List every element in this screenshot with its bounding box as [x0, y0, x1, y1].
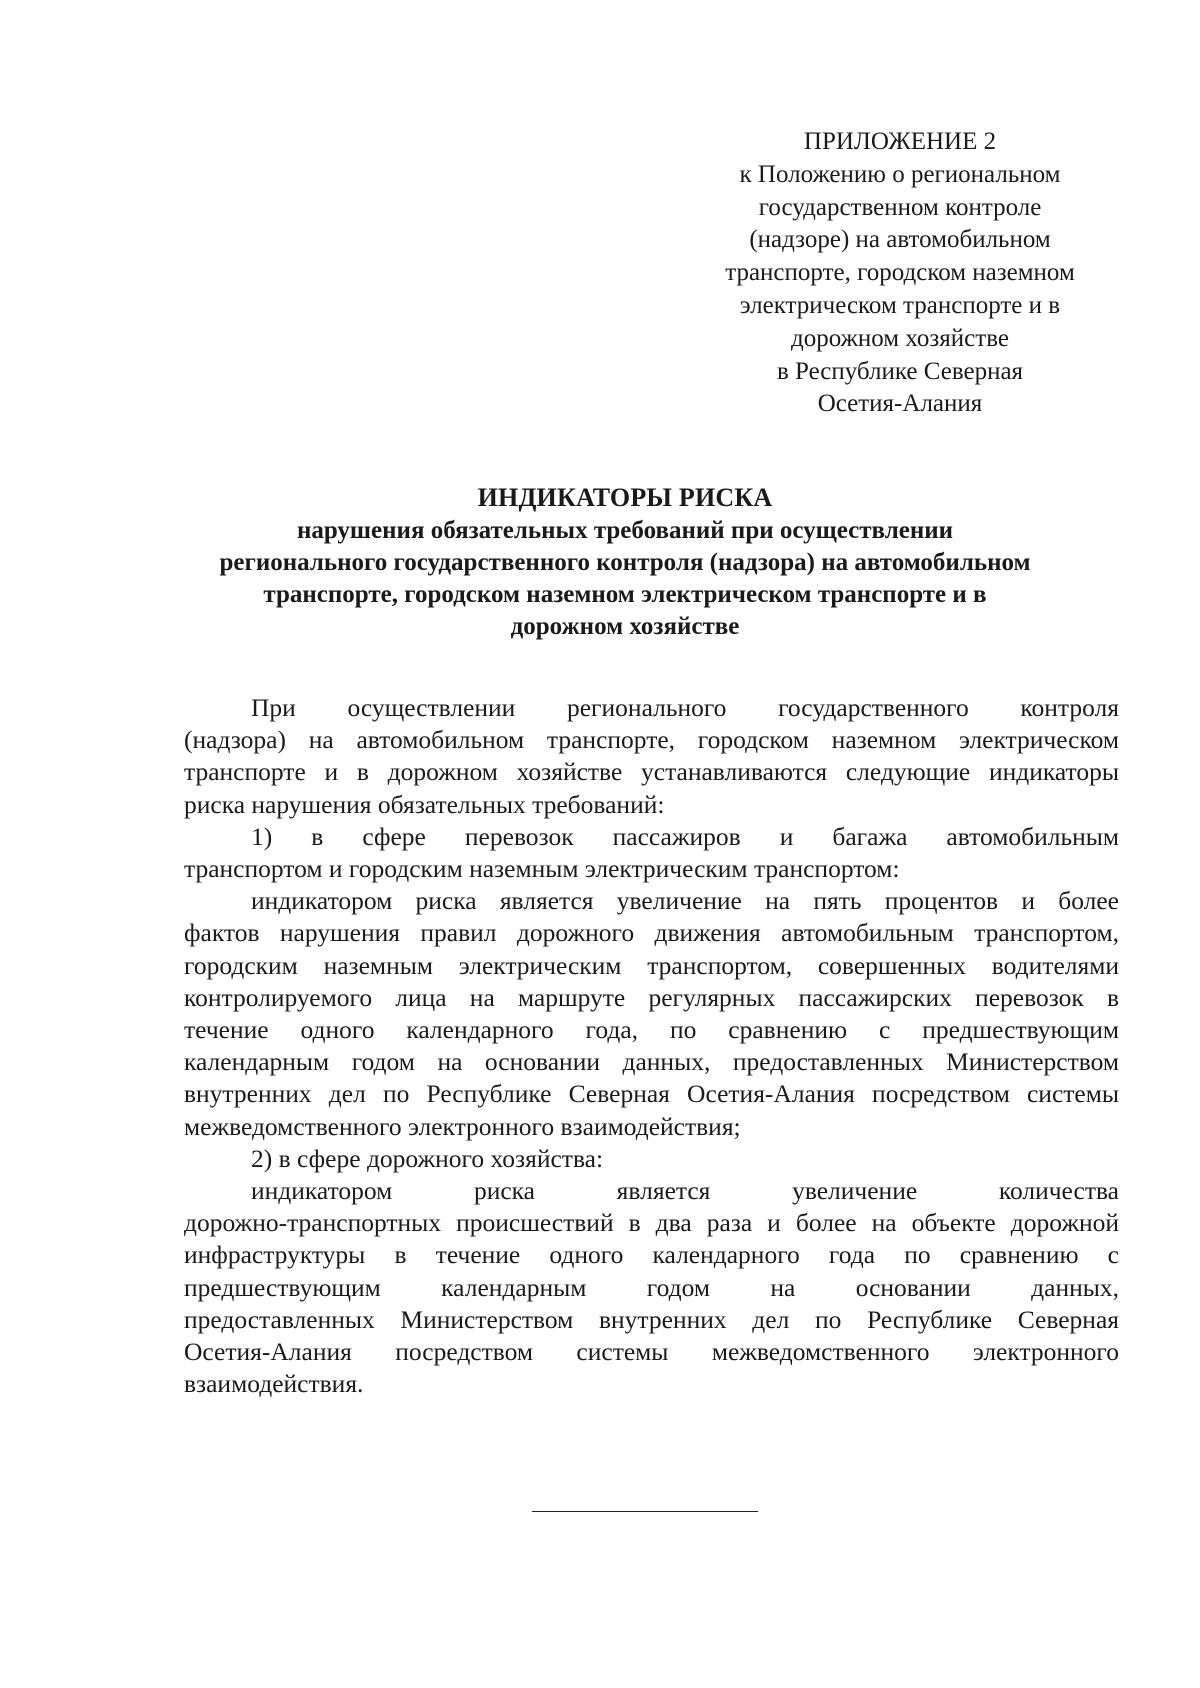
body-line: межведомственного электронного взаимодействия;: [184, 1111, 741, 1141]
body-line: риска нарушения обязательных требований:: [184, 789, 665, 819]
body-line: городским наземным электрическим транспортом, совершенных водителями: [184, 950, 1119, 980]
body-line: Осетия-Алания посредством системы межведомственного электронного: [184, 1337, 1119, 1367]
subtitle-line: регионального государственного контроля (надзора) на автомобильном: [219, 549, 1031, 576]
appendix-ref-line: Осетия-Алания: [817, 390, 983, 418]
body-line: предоставленных Министерством внутренних дел по Республике Северная: [184, 1304, 1119, 1334]
body-line: фактов нарушения правил дорожного движения автомобильным транспортом,: [184, 918, 1119, 948]
appendix-ref-line: дорожном хозяйстве: [791, 324, 1009, 352]
subtitle-line: нарушения обязательных требований при осуществлении: [296, 517, 954, 544]
body-line: течение одного календарного года, по сравнению с предшествующим: [184, 1015, 1119, 1045]
subtitle-line: транспорте, городском наземном электрическом транспорте и в: [263, 581, 987, 608]
body-line: При осуществлении регионального государственного контроля: [251, 693, 1119, 722]
appendix-ref-line: государственном контроле: [758, 193, 1042, 221]
appendix-ref-line: к Положению о региональном: [739, 160, 1061, 188]
document-heading: [160, 481, 1090, 643]
body-line: (надзора) на автомобильном транспорте, городском наземном электрическом: [184, 725, 1119, 755]
body-line: дорожно-транспортных происшествий в два раза и более на объекте дорожной: [184, 1208, 1119, 1238]
body-line: транспортом и городским наземным электрическим транспортом:: [184, 854, 900, 884]
closing-rule: [532, 1511, 758, 1512]
body-line: индикатором риска является увеличение количества: [251, 1176, 1119, 1206]
list-item-1: 1) в сфере перевозок пассажиров и багажа автомобильным: [251, 821, 1119, 851]
body-line: транспорте и в дорожном хозяйстве устанавливаются следующие индикаторы: [184, 757, 1119, 787]
body-line: взаимодействия.: [184, 1369, 364, 1399]
appendix-ref-line: транспорте, городском наземном: [725, 259, 1075, 287]
appendix-ref-line: (надзоре) на автомобильном: [749, 226, 1051, 254]
body-line: индикатором риска является увеличение на пять процентов и более: [251, 886, 1119, 916]
document-body: [184, 692, 1119, 1400]
body-line: внутренних дел по Республике Северная Осетия-Алания посредством системы: [184, 1079, 1119, 1109]
body-line: предшествующим календарным годом на основании данных,: [184, 1272, 1119, 1302]
appendix-header: [700, 126, 1100, 421]
body-line: инфраструктуры в течение одного календарного года по сравнению с: [184, 1240, 1119, 1270]
document-subtitle: [160, 515, 1090, 643]
appendix-number: ПРИЛОЖЕНИЕ 2: [803, 128, 997, 155]
body-line: контролируемого лица на маршруте регулярных пассажирских перевозок в: [184, 982, 1119, 1012]
document-title: ИНДИКАТОРЫ РИСКА: [477, 483, 773, 512]
subtitle-line: дорожном хозяйстве: [510, 613, 740, 640]
appendix-ref-line: в Республике Северная: [776, 357, 1024, 385]
appendix-ref-line: электрическом транспорте и в: [739, 291, 1061, 319]
list-item-2: 2) в сфере дорожного хозяйства:: [251, 1143, 604, 1173]
body-line: календарным годом на основании данных, предоставленных Министерством: [184, 1047, 1119, 1077]
